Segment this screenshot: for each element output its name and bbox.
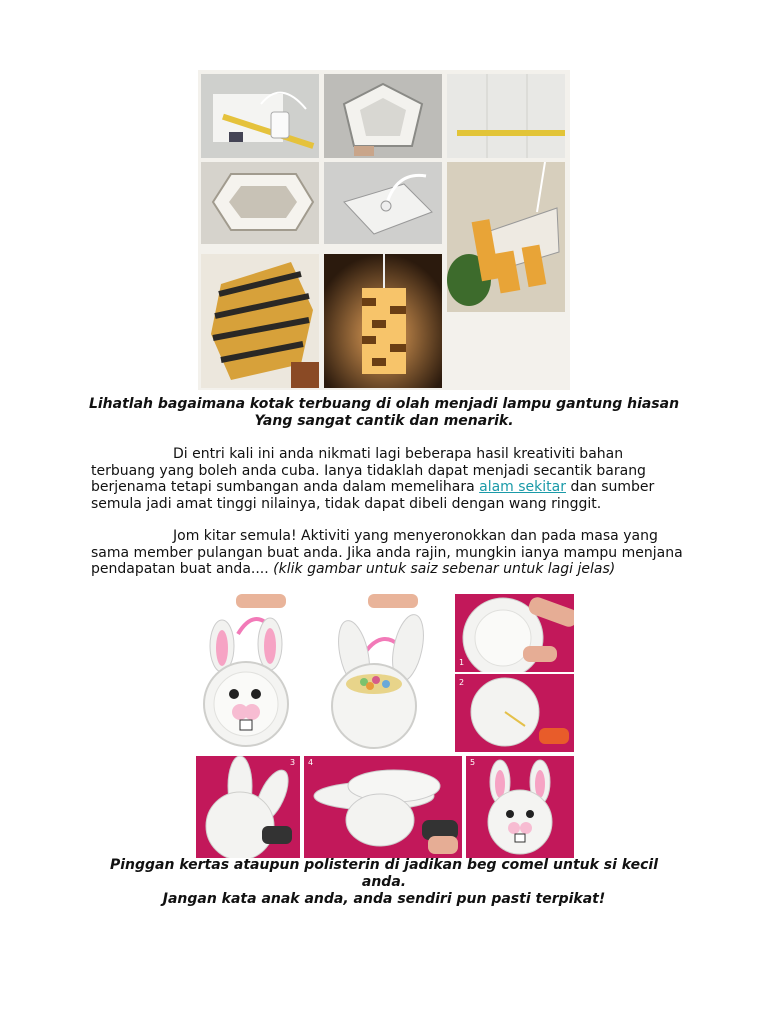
paragraph-text: Di entri kali ini anda nikmati lagi beberapa hasil kreativiti bahan terbuang yang boleh anda cuba. Ianya tidaklah dapat menjadi secantik barang berjenama tetapi sumbangan anda dalam memelihara (91, 446, 646, 495)
bunny-figure-caption (60, 857, 708, 908)
alam-sekitar-link[interactable]: alam sekitar (479, 479, 566, 495)
lamp-step-photo-measure (447, 74, 565, 158)
click-image-note: (klik gambar untuk saiz sebenar untuk lagi jelas) (273, 561, 616, 577)
step-number: 2 (459, 678, 465, 687)
recycle-paragraph (91, 528, 691, 578)
lamp-figure-caption (60, 396, 708, 430)
paragraph-text: dan sumber semula jadi amat tinggi nilainya, tidak dapat dibeli dengan wang ringgit. (91, 479, 655, 512)
step-number: 1 (459, 658, 465, 667)
bunny-step-photo-5 (466, 756, 574, 858)
lamp-step-photo-woven (201, 254, 319, 388)
caption-line: Jangan kata anak anda, anda sendiri pun pasti terpikat! (162, 891, 606, 907)
lamp-step-photo-lid (324, 162, 442, 244)
lamp-step-photo-materials (201, 74, 319, 158)
bunny-step-photo-1 (455, 594, 574, 672)
paragraph-text: Jom kitar semula! Aktiviti yang menyeronokkan dan pada masa yang sama member pulangan buat anda. Jika anda rajin, mungkin ianya mampu menjana pendapatan buat anda.... (91, 528, 683, 577)
bunny-bag-collage-figure[interactable] (196, 594, 574, 858)
step-number: 5 (470, 758, 476, 767)
lamp-step-photo-pentagon (324, 74, 442, 158)
lamp-step-photo-hanging (447, 162, 565, 312)
caption-line: anda. (361, 874, 407, 890)
caption-line: Lihatlah bagaimana kotak terbuang di olah menjadi lampu gantung hiasan (88, 396, 680, 412)
bunny-bag-back-photo (318, 594, 452, 752)
caption-line: Yang sangat cantik dan menarik. (254, 413, 514, 429)
lamp-step-photo-box (201, 162, 319, 244)
step-number: 4 (308, 758, 314, 767)
bunny-bag-front-photo (196, 594, 316, 752)
lamp-step-photo-lit (324, 254, 442, 388)
bunny-step-photo-2 (455, 674, 574, 752)
step-number: 3 (290, 758, 296, 767)
intro-paragraph (91, 446, 691, 512)
lamp-collage-figure[interactable] (198, 70, 570, 390)
bunny-step-photo-3 (196, 756, 300, 858)
bunny-step-photo-4 (304, 756, 462, 858)
caption-line: Pinggan kertas ataupun polisterin di jadikan beg comel untuk si kecil (109, 857, 659, 873)
